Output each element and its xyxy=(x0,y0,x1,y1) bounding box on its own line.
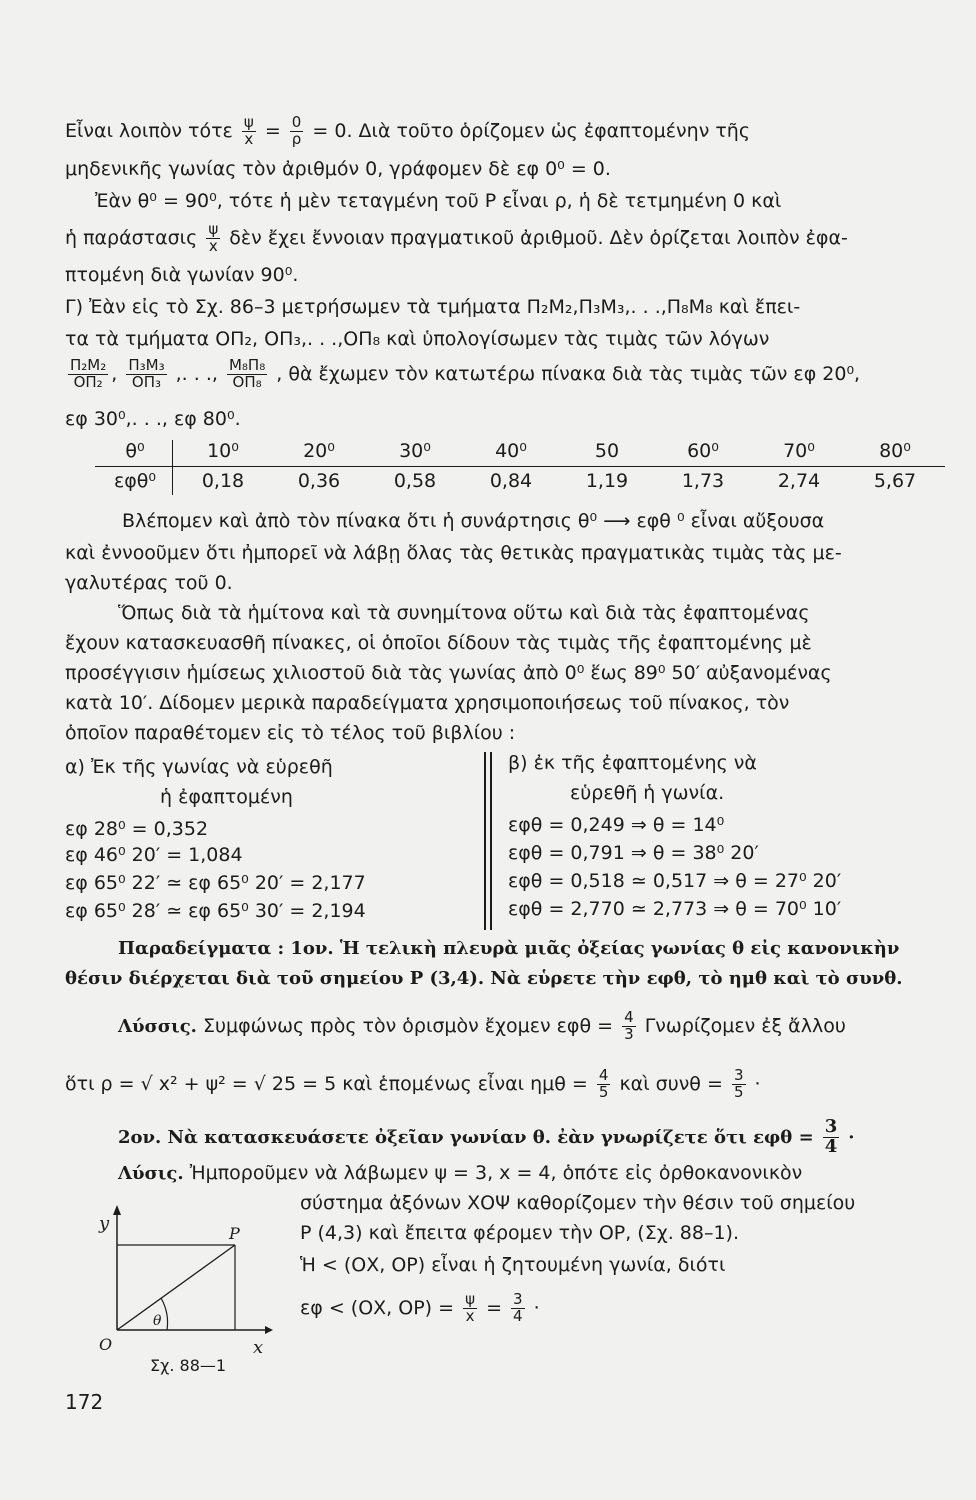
example-b-row-2: εφθ = 0,791 ⇒ θ = 38⁰ 20′ xyxy=(508,842,759,864)
solution-1-line-1: Λύσσις. Συμφώνως πρὸς τὸν ὁρισμὸν ἔχομεν εφθ = $\frac{4}{3}$ Γνωρίζομεν ἐξ ἄλλου xyxy=(118,1008,846,1043)
example-b-row-3: εφθ = 0,518 ≃ 0,517 ⇒ θ = 27⁰ 20′ xyxy=(508,870,842,892)
origin-label: O xyxy=(99,1335,113,1354)
example-a-row-4: εφ 65⁰ 28′ ≃ εφ 65⁰ 30′ = 2,194 xyxy=(65,900,366,922)
paragraph-2-line-3: γαλυτέρας τοῦ 0. xyxy=(65,572,233,594)
fraction-psi-x: $\frac{\psi}{x}$ xyxy=(243,113,254,148)
solution-2-line-5: εφ < (ΟΧ, ΟΡ) = $\frac{\psi}{x}$ = $\frac{3}{4}$ · xyxy=(300,1290,540,1325)
line-7: τα τὰ τμήματα ΟΠ₂, ΟΠ₃,. . .,ΟΠ₈ καὶ ὑπολογίσωμεν τὰς τιμὰς τῶν λόγων xyxy=(65,328,770,350)
example-1-statement-2: θέσιν διέρχεται διὰ τοῦ σημείου P (3,4). Νὰ εὑρετε τὴν εφθ, τὸ ημθ καὶ τὸ συνθ. xyxy=(65,968,903,989)
example-a-title-1: α) Ἐκ τῆς γωνίας νὰ εὑρεθῆ xyxy=(65,756,333,778)
x-axis-label: x xyxy=(253,1337,264,1358)
line-3: Ἐὰν θ⁰ = 90⁰, τότε ἡ μὲν τεταγμένη τοῦ P εἶναι ρ, ἡ δὲ τετμημένη 0 καὶ xyxy=(95,190,782,212)
solution-2-line-3: P (4,3) καὶ ἔπειτα φέρομεν τὴν ΟΡ, (Σχ. 88–1). xyxy=(300,1222,739,1244)
example-b-row-1: εφθ = 0,249 ⇒ θ = 14⁰ xyxy=(508,814,725,836)
table-horizontal-rule xyxy=(95,466,945,467)
x-axis-arrow-icon xyxy=(265,1326,273,1334)
angle-theta-label: θ xyxy=(153,1313,162,1329)
paragraph-2-line-2: καὶ ἐννοοῦμεν ὅτι ἠμπορεῖ νὰ λάβῃ ὅλας τὰς θετικὰς πραγματικὰς τιμὰς τὰς με- xyxy=(65,542,842,564)
fraction-zero-rho: $\frac{0}{\rho}$ xyxy=(291,113,302,148)
fraction-ratio-2: $\frac{\text{Π₂Μ₂}}{\text{ΟΠ₂}}$ xyxy=(70,356,107,391)
segment-op xyxy=(117,1245,235,1330)
figure-88-1 xyxy=(95,1205,275,1375)
paragraph-3-line-2: ἔχουν κατασκευασθῆ πίνακες, οἱ ὁποῖοι δίδουν τὰς τιμὰς τῆς ἐφαπτομένης μὲ xyxy=(65,632,812,654)
figure-caption: Σχ. 88—1 xyxy=(150,1356,227,1375)
point-p-label: P xyxy=(229,1224,240,1243)
column-divider-left xyxy=(484,752,486,930)
y-axis-arrow-icon xyxy=(113,1205,121,1215)
example-b-row-4: εφθ = 2,770 ≃ 2,773 ⇒ θ = 70⁰ 10′ xyxy=(508,898,842,920)
fraction-ratio-3: $\frac{\text{Π₃Μ₃}}{\text{ΟΠ₃}}$ xyxy=(128,356,165,391)
y-axis-label: y xyxy=(99,1213,110,1234)
column-divider-right xyxy=(490,752,492,930)
paragraph-2-line-1: Βλέπομεν καὶ ἀπὸ τὸν πίνακα ὅτι ἡ συνάρτησις θ⁰ ⟶ εφθ ⁰ εἶναι αὔξουσα xyxy=(122,510,825,532)
fraction-psi-x-3: $\frac{\psi}{x}$ xyxy=(465,1290,476,1325)
fraction-3-4-bold: $\frac{3}{4}$ xyxy=(824,1116,838,1157)
line-8: $\frac{\text{Π₂Μ₂}}{\text{ΟΠ₂}}$ , $\frac{\text{Π₃Μ₃}}{\text{ΟΠ₃}}$ ,. . ., $\frac{\text{Μ₈Π₈}}{\text{ΟΠ₈}}$ , θὰ ἔχωμεν τὸν κατωτέρω πίνακα διὰ τὰς τιμὰς τῶν εφ 20⁰, xyxy=(70,356,861,391)
angle-arc xyxy=(161,1298,168,1330)
example-2-statement: 2ον. Νὰ κατασκευάσετε ὀξεῖαν γωνίαν θ. ἐὰν γνωρίζετε ὅτι εφθ = $\frac{3}{4}$ · xyxy=(118,1116,855,1157)
table-header-row: θ⁰ 10⁰ 20⁰ 30⁰ 40⁰ 50 60⁰ 70⁰ 80⁰ xyxy=(125,440,911,462)
paragraph-3-line-3: προσέγγισιν ἡμίσεως χιλιοστοῦ διὰ τὰς γωνίας ἀπὸ 0⁰ ἕως 89⁰ 50′ αὐξανομένας xyxy=(65,662,832,684)
example-b-title-2: εὑρεθῆ ἡ γωνία. xyxy=(570,782,725,804)
fraction-4-5: $\frac{4}{5}$ xyxy=(598,1066,609,1101)
line-1: Εἶναι λοιπὸν τότε $\frac{\psi}{x}$ = $\frac{0}{\rho}$ = 0. Διὰ τοῦτο ὁρίζομεν ὡς ἐφαπτομένην τῆς xyxy=(65,113,750,148)
paragraph-3-line-5: ὁποῖον παραθέτομεν εἰς τὸ τέλος τοῦ βιβλίου : xyxy=(65,722,516,744)
fraction-3-4: $\frac{3}{4}$ xyxy=(513,1290,523,1325)
fraction-psi-x-2: $\frac{\psi}{x}$ xyxy=(208,220,219,255)
example-a-row-1: εφ 28⁰ = 0,352 xyxy=(65,818,209,840)
paragraph-3-line-1: Ὅπως διὰ τὰ ἡμίτονα καὶ τὰ συνημίτονα οὕτω καὶ διὰ τὰς ἐφαπτομένας xyxy=(118,602,810,624)
line-4: ἡ παράστασις $\frac{\psi}{x}$ δὲν ἔχει ἔννοιαν πραγματικοῦ ἀριθμοῦ. Δὲν ὁρίζεται λοιπὸν ἐφα- xyxy=(65,220,848,255)
solution-2-line-1: Λύσις. Ἠμποροῦμεν νὰ λάβωμεν ψ = 3, x = 4, ὁπότε εἰς ὀρθοκανονικὸν xyxy=(118,1162,803,1184)
line-6: Γ) Ἐὰν εἰς τὸ Σχ. 86–3 μετρήσωμεν τὰ τμήματα Π₂Μ₂,Π₃Μ₃,. . .,Π₈Μ₈ καὶ ἔπει- xyxy=(65,296,801,318)
fraction-3-5: $\frac{3}{5}$ xyxy=(733,1066,744,1101)
example-a-title-2: ἡ ἐφαπτομένη xyxy=(160,786,293,808)
table-value-row: εφθ⁰ 0,18 0,36 0,58 0,84 1,19 1,73 2,74 5,67 xyxy=(113,470,917,492)
line-9: εφ 30⁰,. . ., εφ 80⁰. xyxy=(65,408,241,430)
example-b-title-1: β) ἐκ τῆς ἐφαπτομένης νὰ xyxy=(508,752,757,774)
fraction-ratio-8: $\frac{\text{Μ₈Π₈}}{\text{ΟΠ₈}}$ xyxy=(228,356,266,391)
example-1-statement-1: Παραδείγματα : 1ον. Ἡ τελικὴ πλευρὰ μιᾶς ὀξείας γωνίας θ εἰς κανονικὴν xyxy=(118,938,900,959)
example-a-row-3: εφ 65⁰ 22′ ≃ εφ 65⁰ 20′ = 2,177 xyxy=(65,872,366,894)
solution-2-line-4: Ἡ < (ΟΧ, ΟΡ) εἶναι ἡ ζητουμένη γωνία, διότι xyxy=(300,1254,726,1276)
solution-2-line-2: σύστημα ἀξόνων ΧΟΨ καθορίζομεν τὴν θέσιν τοῦ σημείου xyxy=(300,1192,856,1214)
line-2: μηδενικῆς γωνίας τὸν ἀριθμόν 0, γράφομεν δὲ εφ 0⁰ = 0. xyxy=(65,158,611,180)
line-5: πτομένη διὰ γωνίαν 90⁰. xyxy=(65,264,299,286)
page-number: 172 xyxy=(65,1390,104,1414)
solution-1-line-2: ὅτι ρ = √ x² + ψ² = √ 25 = 5 καὶ ἑπομένως εἶναι ημθ = $\frac{4}{5}$ καὶ συνθ = $\frac{3}{5}$ · xyxy=(65,1066,761,1101)
fraction-4-3: $\frac{4}{3}$ xyxy=(624,1008,634,1043)
example-a-row-2: εφ 46⁰ 20′ = 1,084 xyxy=(65,844,243,866)
paragraph-3-line-4: κατὰ 10′. Δίδομεν μερικὰ παραδείγματα χρησιμοποιήσεως τοῦ πίνακος, τὸν xyxy=(65,692,790,714)
